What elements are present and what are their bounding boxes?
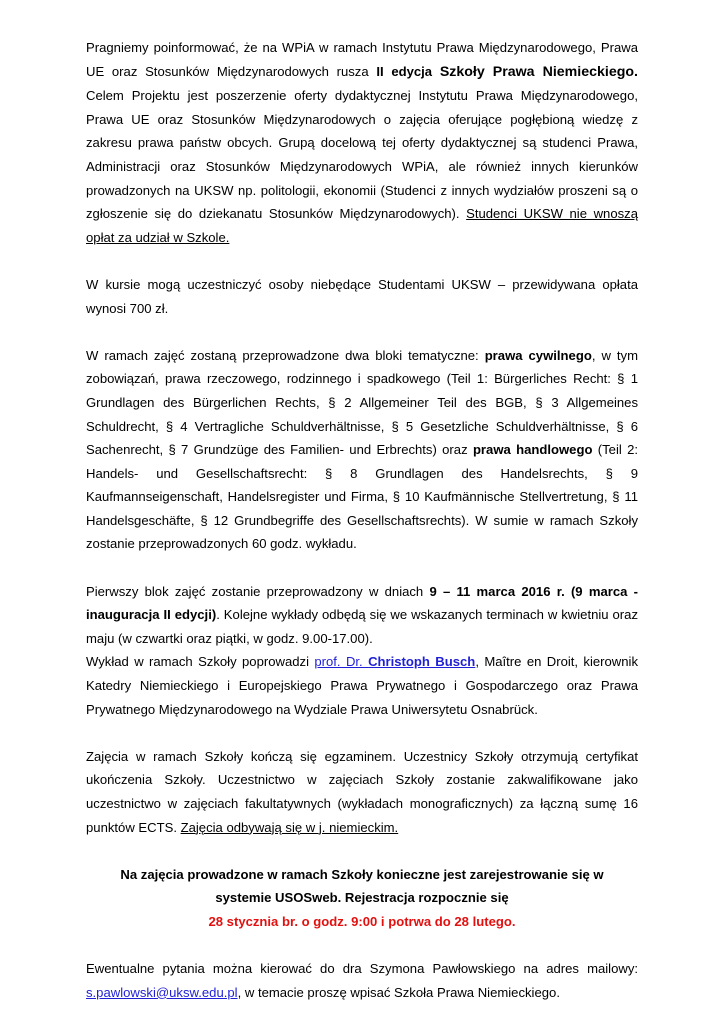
exam-text: Zajęcia w ramach Szkoły kończą się egzaminem. Uczestnicy Szkoły otrzymują certyfikat ukończenia Szkoły. Uczestnictwo w zajęciach Szkoły zostanie zakwalifikowane jako uczestnictwo w zajęciach fakultatywnych (wykładach monograficznych) za łączną sumę 16 punktów ECTS. <box>86 748 638 835</box>
intro-text-1: Pragniemy poinformować, że na WPiA w ramach Instytutu Prawa Międzynarodowego, Prawa UE oraz Stosunków Międzynarodowych rusza <box>86 40 638 79</box>
contact-text-2: , w temacie proszę wpisać Szkoła Prawa Niemieckiego. <box>237 984 560 1000</box>
intro-paragraph <box>86 36 638 249</box>
school-name: Szkoły Prawa Niemieckiego. <box>439 63 638 80</box>
email-link[interactable]: s.pawlowski@uksw.edu.pl <box>86 984 238 1000</box>
document-page <box>86 36 638 1004</box>
curriculum-text-2: , w tym zobowiązań, prawa rzeczowego, rodzinnego i spadkowego (Teil 1: Bürgerliches Recht: § 1 Grundlagen des Bürgerlichen Rechts, § 2 Allgemeiner Teil des BGB, § 3 Allgemeines Schuldrecht, § 4 Vertragliche Schuldverhältnisse, § 5 Gesetzliche Schuldverhältnisse, § 6 Sachenrecht, § 7 Grundzüge des Familien- und Erbrechts) oraz <box>86 347 638 458</box>
schedule-dates: 9 – 11 marca 2016 r. (9 marca - inauguracja II edycji) <box>86 583 638 623</box>
lecturer-text-2: , Maître en Droit, kierownik Katedry Niemieckiego i Europejskiego Prawa Prywatnego i Gospodarczego oraz Prawa Prywatnego Międzynarodowego na Wydziale Prawa Uniwersytetu Osnabrück. <box>86 654 639 717</box>
schedule-paragraph <box>86 580 638 651</box>
edition-label: II edycja <box>376 63 433 79</box>
fee-paragraph: W kursie mogą uczestniczyć osoby niebędące Studentami UKSW – przewidywana opłata wynosi 700 zł. <box>86 276 638 316</box>
lecturer-link-name: Christoph Busch <box>368 654 476 670</box>
civil-law-label: prawa cywilnego <box>484 347 592 363</box>
schedule-text-1: Pierwszy blok zajęć zostanie przeprowadzony w dniach <box>86 583 430 599</box>
intro-text-2: Celem Projektu jest poszerzenie oferty dydaktycznej Instytutu Prawa Międzynarodowego, Prawa UE oraz Stosunków Międzynarodowych o zajęcia oferujące pogłębioną wiedzę z zakresu prawa państw obcych. Grupą docelową tej oferty dydaktycznej są studenci Prawa, Administracji oraz Stosunków Międzynarodowych WPiA, ale również innych kierunków prowadzonych na UKSW np. politologii, ekonomii (Studenci z innych wydziałów proszeni są o zgłoszenie się do dziekanatu Stosunków Międzynarodowych). <box>86 88 638 222</box>
schedule-text-2: . Kolejne wykłady odbędą się we wskazanych terminach w kwietniu oraz maju (w czwartki oraz piątki, w godz. 9.00-17.00). <box>86 607 638 646</box>
exam-paragraph <box>86 745 638 839</box>
lecturer-link-prefix: prof. Dr. <box>314 654 369 670</box>
curriculum-paragraph <box>86 344 638 556</box>
language-note: Zajęcia odbywają się w j. niemieckim. <box>180 819 399 835</box>
lecturer-paragraph <box>86 650 638 721</box>
registration-line-1: Na zajęcia prowadzone w ramach Szkoły konieczne jest zarejestrowanie się w <box>120 866 604 882</box>
commercial-law-label: prawa handlowego <box>472 442 593 458</box>
lecturer-text-1: Wykład w ramach Szkoły poprowadzi <box>86 654 315 670</box>
curriculum-text-1: W ramach zajęć zostaną przeprowadzone dwa bloki tematyczne: <box>86 347 485 363</box>
free-participation-note: Studenci UKSW nie wnoszą opłat za udział w Szkole. <box>86 206 638 245</box>
registration-dates: 28 stycznia br. o godz. 9:00 i potrwa do 28 lutego. <box>208 913 516 929</box>
lecturer-link[interactable] <box>314 654 475 669</box>
contact-paragraph <box>86 957 638 1004</box>
registration-line-2: systemie USOSweb. Rejestracja rozpocznie się <box>215 890 509 906</box>
curriculum-text-3: (Teil 2: Handels- und Gesellschaftsrecht: § 8 Grundlagen des Handelsrechts, § 9 Kaufmannseigenschaft, Handelsregister und Firma, § 10 Kaufmännische Stellvertretung, § 11 Handelsgeschäfte, § 12 Grundbegriffe des Gesellschaftsrechts). W sumie w ramach Szkoły zostanie przeprowadzonych 60 godz. wykładu. <box>86 442 639 552</box>
contact-text-1: Ewentualne pytania można kierować do dra Szymona Pawłowskiego na adres mailowy: <box>86 961 638 977</box>
